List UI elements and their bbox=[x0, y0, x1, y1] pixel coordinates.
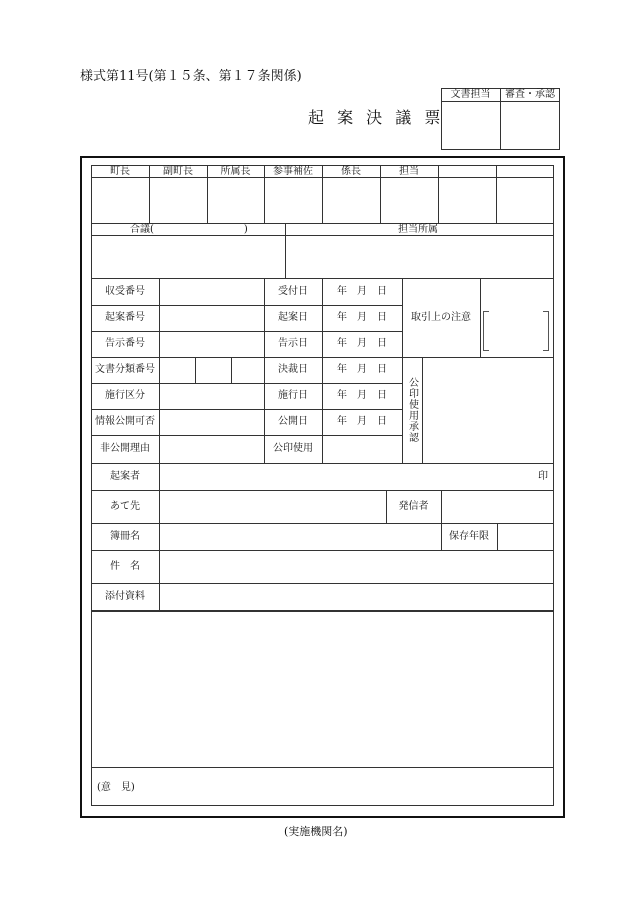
grid-line bbox=[441, 490, 442, 523]
consultation-line bbox=[91, 235, 554, 236]
attachments-label: 添付資料 bbox=[105, 591, 145, 602]
approval-stamp-cell[interactable] bbox=[439, 178, 496, 223]
seal-mark: 印 bbox=[538, 471, 548, 482]
approval-label bbox=[496, 166, 554, 177]
seal-use-label: 公印使用 bbox=[273, 443, 313, 454]
grid-line bbox=[195, 357, 196, 383]
stamp-label-review: 審査・承認 bbox=[505, 89, 555, 100]
approval-label: 所属長 bbox=[220, 165, 251, 177]
receipt-no-label: 収受番号 bbox=[105, 286, 145, 297]
executed-date-label: 施行日 bbox=[278, 390, 308, 401]
disclosure-label: 情報公開可否 bbox=[95, 416, 155, 427]
grid-line bbox=[91, 490, 554, 491]
opinion-label: (意 見) bbox=[97, 782, 135, 793]
notice-date-label: 告示日 bbox=[278, 338, 308, 349]
decided-date-label: 決裁日 bbox=[278, 364, 308, 375]
grid-line bbox=[402, 357, 554, 358]
approval-label: 担当 bbox=[399, 165, 419, 177]
ymd-2: 年 月 日 bbox=[337, 312, 387, 323]
form-title: 起 案 決 議 票 bbox=[308, 108, 445, 127]
retention-label: 保存年限 bbox=[449, 530, 489, 542]
sender-label: 発信者 bbox=[398, 500, 429, 512]
received-date-label: 受付日 bbox=[278, 286, 308, 297]
handling-bracket bbox=[483, 311, 549, 351]
approval-label: 町長 bbox=[110, 165, 130, 177]
opinion-area[interactable] bbox=[91, 768, 554, 806]
ymd-4: 年 月 日 bbox=[337, 364, 387, 375]
grid-line bbox=[480, 279, 481, 357]
subject-label: 件 名 bbox=[110, 560, 140, 572]
agency-name: (実施機関名) bbox=[284, 825, 348, 838]
body-area[interactable] bbox=[91, 611, 554, 768]
drafter-label: 起案者 bbox=[110, 470, 140, 482]
nondisclosure-label: 非公開理由 bbox=[100, 443, 150, 454]
doc-class-label: 文書分類番号 bbox=[95, 364, 155, 375]
approval-stamp-cell[interactable] bbox=[323, 178, 380, 223]
form-number: 様式第11号(第１５条、第１７条関係) bbox=[80, 69, 302, 84]
stamp-label-doc: 文書担当 bbox=[450, 89, 491, 100]
approval-stamp-cell[interactable] bbox=[265, 178, 322, 223]
consultation-label: 合議( ) bbox=[130, 224, 248, 235]
approval-stamp-cell[interactable] bbox=[92, 178, 149, 223]
grid-line bbox=[91, 463, 554, 464]
dept-label: 担当所属 bbox=[398, 224, 438, 235]
stamp-box-header-line bbox=[441, 101, 560, 102]
exec-class-label: 施行区分 bbox=[105, 390, 145, 401]
ymd-3: 年 月 日 bbox=[337, 338, 387, 349]
approval-label: 係長 bbox=[341, 165, 361, 177]
addressee-label: あて先 bbox=[110, 500, 140, 512]
grid-line bbox=[497, 523, 498, 550]
grid-line bbox=[91, 550, 554, 551]
ymd-5: 年 月 日 bbox=[337, 390, 387, 401]
register-label: 簿冊名 bbox=[110, 530, 140, 542]
notice-no-label: 告示番号 bbox=[105, 338, 145, 349]
published-date-label: 公開日 bbox=[278, 416, 308, 427]
approval-stamp-cell[interactable] bbox=[150, 178, 207, 223]
handling-note-label: 取引上の注意 bbox=[411, 312, 471, 323]
ymd-6: 年 月 日 bbox=[337, 416, 387, 427]
grid-line bbox=[422, 357, 423, 463]
approval-label bbox=[438, 166, 496, 177]
drafted-date-label: 起案日 bbox=[278, 312, 308, 323]
approval-label: 参事補佐 bbox=[273, 165, 313, 177]
approval-stamp-cell[interactable] bbox=[208, 178, 264, 223]
ymd-1: 年 月 日 bbox=[337, 286, 387, 297]
consultation-divider bbox=[285, 224, 286, 279]
grid-line bbox=[159, 463, 160, 611]
approval-stamp-cell[interactable] bbox=[497, 178, 554, 223]
approval-label: 副町長 bbox=[163, 165, 193, 177]
seal-approval-label: 公印使用承認 bbox=[406, 377, 418, 443]
grid-line bbox=[91, 583, 554, 584]
approval-stamp-cell[interactable] bbox=[381, 178, 438, 223]
grid-line bbox=[231, 357, 232, 383]
draft-no-label: 起案番号 bbox=[105, 312, 145, 323]
grid-line bbox=[159, 279, 160, 463]
